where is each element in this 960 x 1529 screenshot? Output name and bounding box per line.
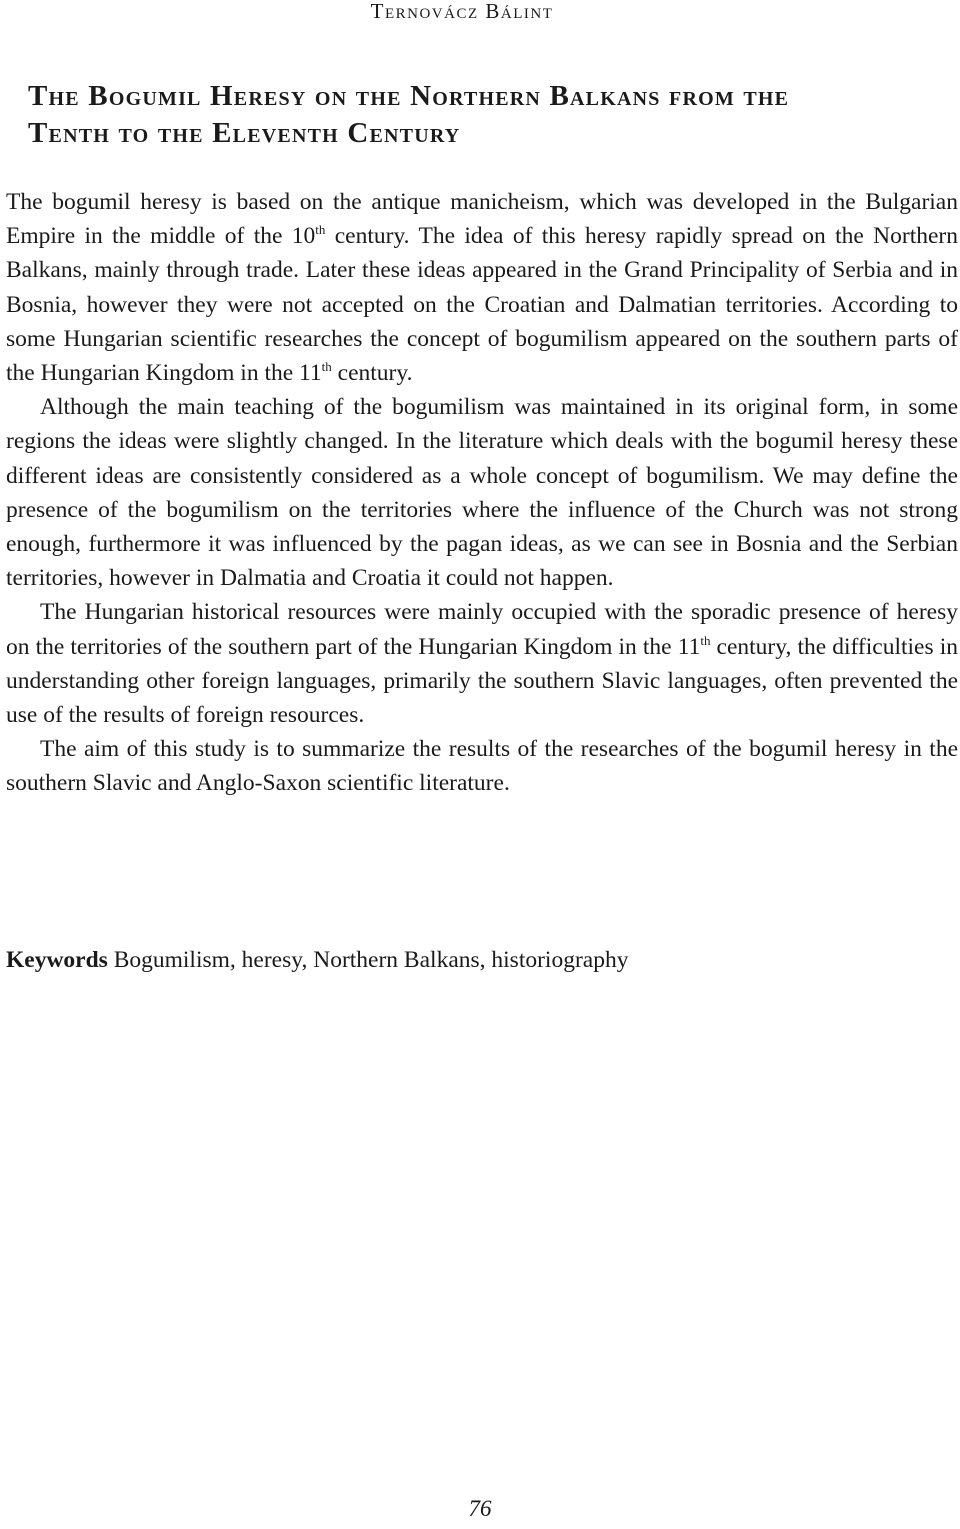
keywords [6, 943, 958, 977]
abstract-p1-text-b: century. The idea of this heresy rapidly spread on the Northern Balkans, mainly through trade. Later these ideas appeared in the Grand Principality of Serbia and in Bosnia, however they were not accepted on the Croatian and Dalmatian territories. According to some Hungarian scientific researches the concept of bogumilism appeared on the southern parts of the Hungarian Kingdom in the 11 [6, 223, 958, 387]
article-title-line-2: Tenth to the Eleventh Century [28, 117, 461, 149]
abstract-paragraph-4: The aim of this study is to summarize the results of the researches of the bogumil heresy in the southern Slavic and Anglo-Saxon scientific literature. [6, 736, 958, 797]
abstract-paragraph-2: Although the main teaching of the bogumilism was maintained in its original form, in some regions the ideas were slightly changed. In the literature which deals with the bogumil heresy these different ideas are consistently considered as a whole concept of bogumilism. We may define the presence of the bogumilism on the territories where the influence of the Church was not strong enough, furthermore it was influenced by the pagan ideas, as we can see in Bosnia and the Serbian territories, however in Dalmatia and Croatia it could not happen. [6, 394, 958, 592]
abstract [6, 185, 958, 801]
keywords-value: Bogumilism, heresy, Northern Balkans, historiography [107, 947, 629, 973]
keywords-label: Keywords [6, 947, 108, 973]
abstract-p3-superscript-a: th [700, 632, 711, 648]
abstract-p3-text-b: century, the difficulties in understanding other foreign languages, primarily the southern Slavic languages, often prevented the use of the results of foreign resources. [6, 633, 958, 729]
abstract-p1-superscript-a: th [315, 222, 326, 238]
article-title-line-1: The Bogumil Heresy on the Northern Balkans from the [28, 80, 790, 112]
abstract-p1-superscript-b: th [321, 359, 332, 375]
running-head-author: Ternovácz Bálint [370, 0, 554, 23]
abstract-paragraph-1 [6, 185, 958, 390]
abstract-p1-text-a: The bogumil heresy is based on the antique manicheism, which was developed in the Bulgarian Empire in the middle of the 10 [6, 189, 958, 250]
abstract-p3-text-a: The Hungarian historical resources were mainly occupied with the sporadic presence of heresy on the territories of the southern part of the Hungarian Kingdom in the 11 [6, 599, 958, 660]
page-number: 76 [468, 1496, 492, 1521]
abstract-paragraph-3 [6, 595, 958, 732]
article-title [28, 78, 938, 152]
abstract-p1-text-c: century. [331, 360, 413, 387]
